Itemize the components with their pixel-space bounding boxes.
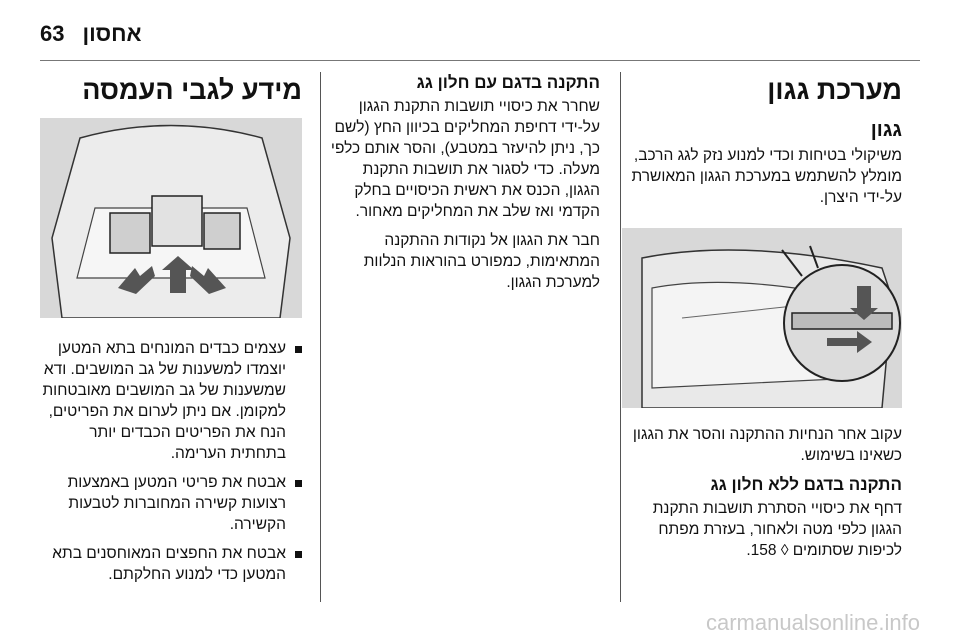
watermark: carmanualsonline.info [705,610,920,635]
loading-bullet-3: אבטח את החפצים המאוחסנים בתא המטען כדי למנוע החלקתם. [40,543,302,585]
car-roof-drawing [622,228,902,408]
section-title: אחסון [82,21,142,46]
column-divider-left [320,72,321,602]
loading-bullets [40,338,302,585]
sunroof-paragraph-1: שחרר את כיסויי תושבות התקנת הגגון על-ידי דחיפת המחליקים בכיוון החץ (לשם כך, ניתן להיעזר במטבע), והסר אותם כלפי מעלה. כדי לסגור את תושבות התקנת הגגון, הכנס את ראשית הכיסויים בחלק הקדמי ואז שלב את המחליקים מאחור. [330,98,600,220]
trunk-loading-illustration [40,118,302,318]
no-sunroof-text: דחף את כיסויי הסתרת תושבות התקנת הגגון כלפי מטה ולאחור, בעזרת מפתח לכיפות שסתומים ◊ 158. [652,500,902,559]
sunroof-column [330,72,600,301]
column-divider-right [620,72,621,602]
trunk-drawing [40,118,302,318]
no-sunroof-heading: התקנה בדגם ללא חלון גג [710,475,902,494]
roof-mount-illustration [622,228,902,408]
sunroof-heading: התקנה בדגם עם חלון גג [416,73,600,92]
roof-rack-column [622,72,902,569]
figure-caption: עקוב אחר הנחיות ההתקנה והסר את הגגון כשאינו בשימוש. [632,426,902,464]
roof-rack-subtitle: גגון [870,119,902,141]
loading-bullet-1: עצמים כבדים המונחים בתא המטען יוצמדו למשענות של גב המושבים. ודא שמשענות של גב המושבים מאובטחות למקומן. אם ניתן לערום את הפריטים, הנח את הפריטים הכבדים יותר בתחתית הערימה. [40,338,302,464]
header-divider [40,60,920,61]
loading-info-title: מידע לגבי העמסה [82,75,302,105]
roof-rack-title: מערכת גגון [767,75,902,105]
loading-info-column [40,72,302,593]
page-header [40,14,920,54]
roof-rack-intro: משיקולי בטיחות וכדי למנוע נזק לגג הרכב, מומלץ להשתמש במערכת הגגון המאושרת על-ידי היצרן. [631,147,902,206]
page-number: 63 [40,21,65,46]
sunroof-paragraph-2: חבר את הגגון אל נקודות ההתקנה המתאימות, כמפורט בהוראות הנלוות למערכת הגגון. [363,232,600,291]
loading-bullet-2: אבטח את פריטי המטען באמצעות רצועות קשירה המחוברות לטבעות הקשירה. [40,472,302,535]
